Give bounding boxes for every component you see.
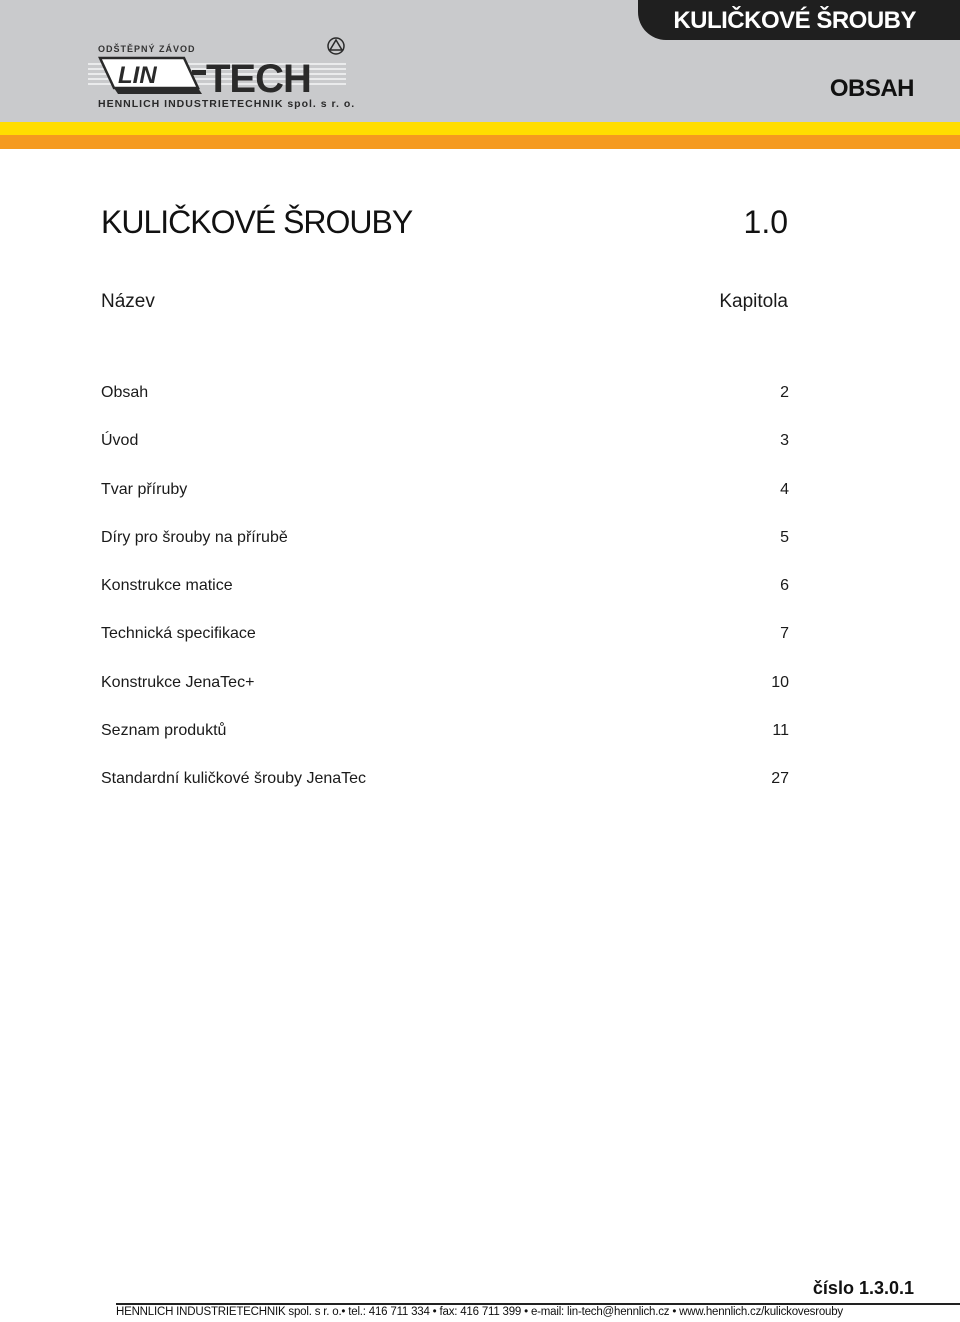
toc-row bbox=[101, 529, 789, 577]
header-band bbox=[0, 0, 960, 122]
svg-text:TECH: TECH bbox=[206, 57, 311, 101]
toc-row bbox=[101, 384, 789, 432]
document-number: 1.0 bbox=[743, 204, 788, 240]
toc-title: Seznam produktů bbox=[101, 722, 227, 740]
table-of-contents bbox=[101, 384, 789, 819]
column-header-chapter: Kapitola bbox=[719, 291, 788, 312]
footer-divider bbox=[116, 1303, 960, 1305]
footer-contact: HENNLICH INDUSTRIETECHNIK spol. s r. o.• tel.: 416 711 334 • fax: 416 711 399 • e-mail: lin-tech@hennlich.cz • www.hennlich.cz/kulickovesrouby bbox=[116, 1306, 843, 1318]
toc-row bbox=[101, 432, 789, 480]
toc-row bbox=[101, 577, 789, 625]
toc-title: Úvod bbox=[101, 432, 139, 450]
toc-page: 10 bbox=[771, 673, 789, 691]
toc-title: Obsah bbox=[101, 384, 149, 401]
logo-bottom-text: HENNLICH INDUSTRIETECHNIK spol. s r. o. bbox=[98, 98, 356, 110]
column-header-name: Název bbox=[101, 291, 155, 312]
toc-page: 7 bbox=[780, 625, 789, 643]
toc-page: 5 bbox=[780, 528, 789, 546]
toc-title: Díry pro šrouby na přírubě bbox=[101, 528, 288, 546]
toc-row bbox=[101, 481, 789, 529]
toc-title: Konstrukce JenaTec+ bbox=[101, 673, 255, 691]
yellow-stripe bbox=[0, 122, 960, 135]
section-title: OBSAH bbox=[829, 75, 914, 102]
toc-page: 27 bbox=[771, 770, 789, 788]
toc-row bbox=[101, 770, 789, 818]
header-tab bbox=[638, 0, 960, 40]
toc-page: 3 bbox=[780, 432, 789, 450]
toc-row bbox=[101, 674, 789, 722]
toc-title: Konstrukce matice bbox=[101, 577, 233, 595]
toc-page: 4 bbox=[780, 480, 789, 498]
document-title: KULIČKOVÉ ŠROUBY bbox=[101, 204, 413, 240]
document-code: číslo 1.3.0.1 bbox=[812, 1278, 914, 1298]
company-logo bbox=[88, 36, 356, 114]
header-tab-title: KULIČKOVÉ ŠROUBY bbox=[673, 7, 916, 34]
svg-text:LIN: LIN bbox=[118, 62, 157, 89]
toc-row bbox=[101, 722, 789, 770]
orange-stripe bbox=[0, 135, 960, 149]
toc-title: Standardní kuličkové šrouby JenaTec bbox=[101, 770, 367, 788]
toc-title: Tvar příruby bbox=[101, 480, 188, 498]
toc-page: 2 bbox=[780, 384, 789, 401]
toc-row bbox=[101, 625, 789, 673]
toc-page: 11 bbox=[772, 722, 789, 740]
toc-title: Technická specifikace bbox=[101, 625, 256, 643]
logo-top-text: ODŠTĚPNÝ ZÁVOD bbox=[98, 44, 196, 54]
toc-page: 6 bbox=[780, 577, 789, 595]
